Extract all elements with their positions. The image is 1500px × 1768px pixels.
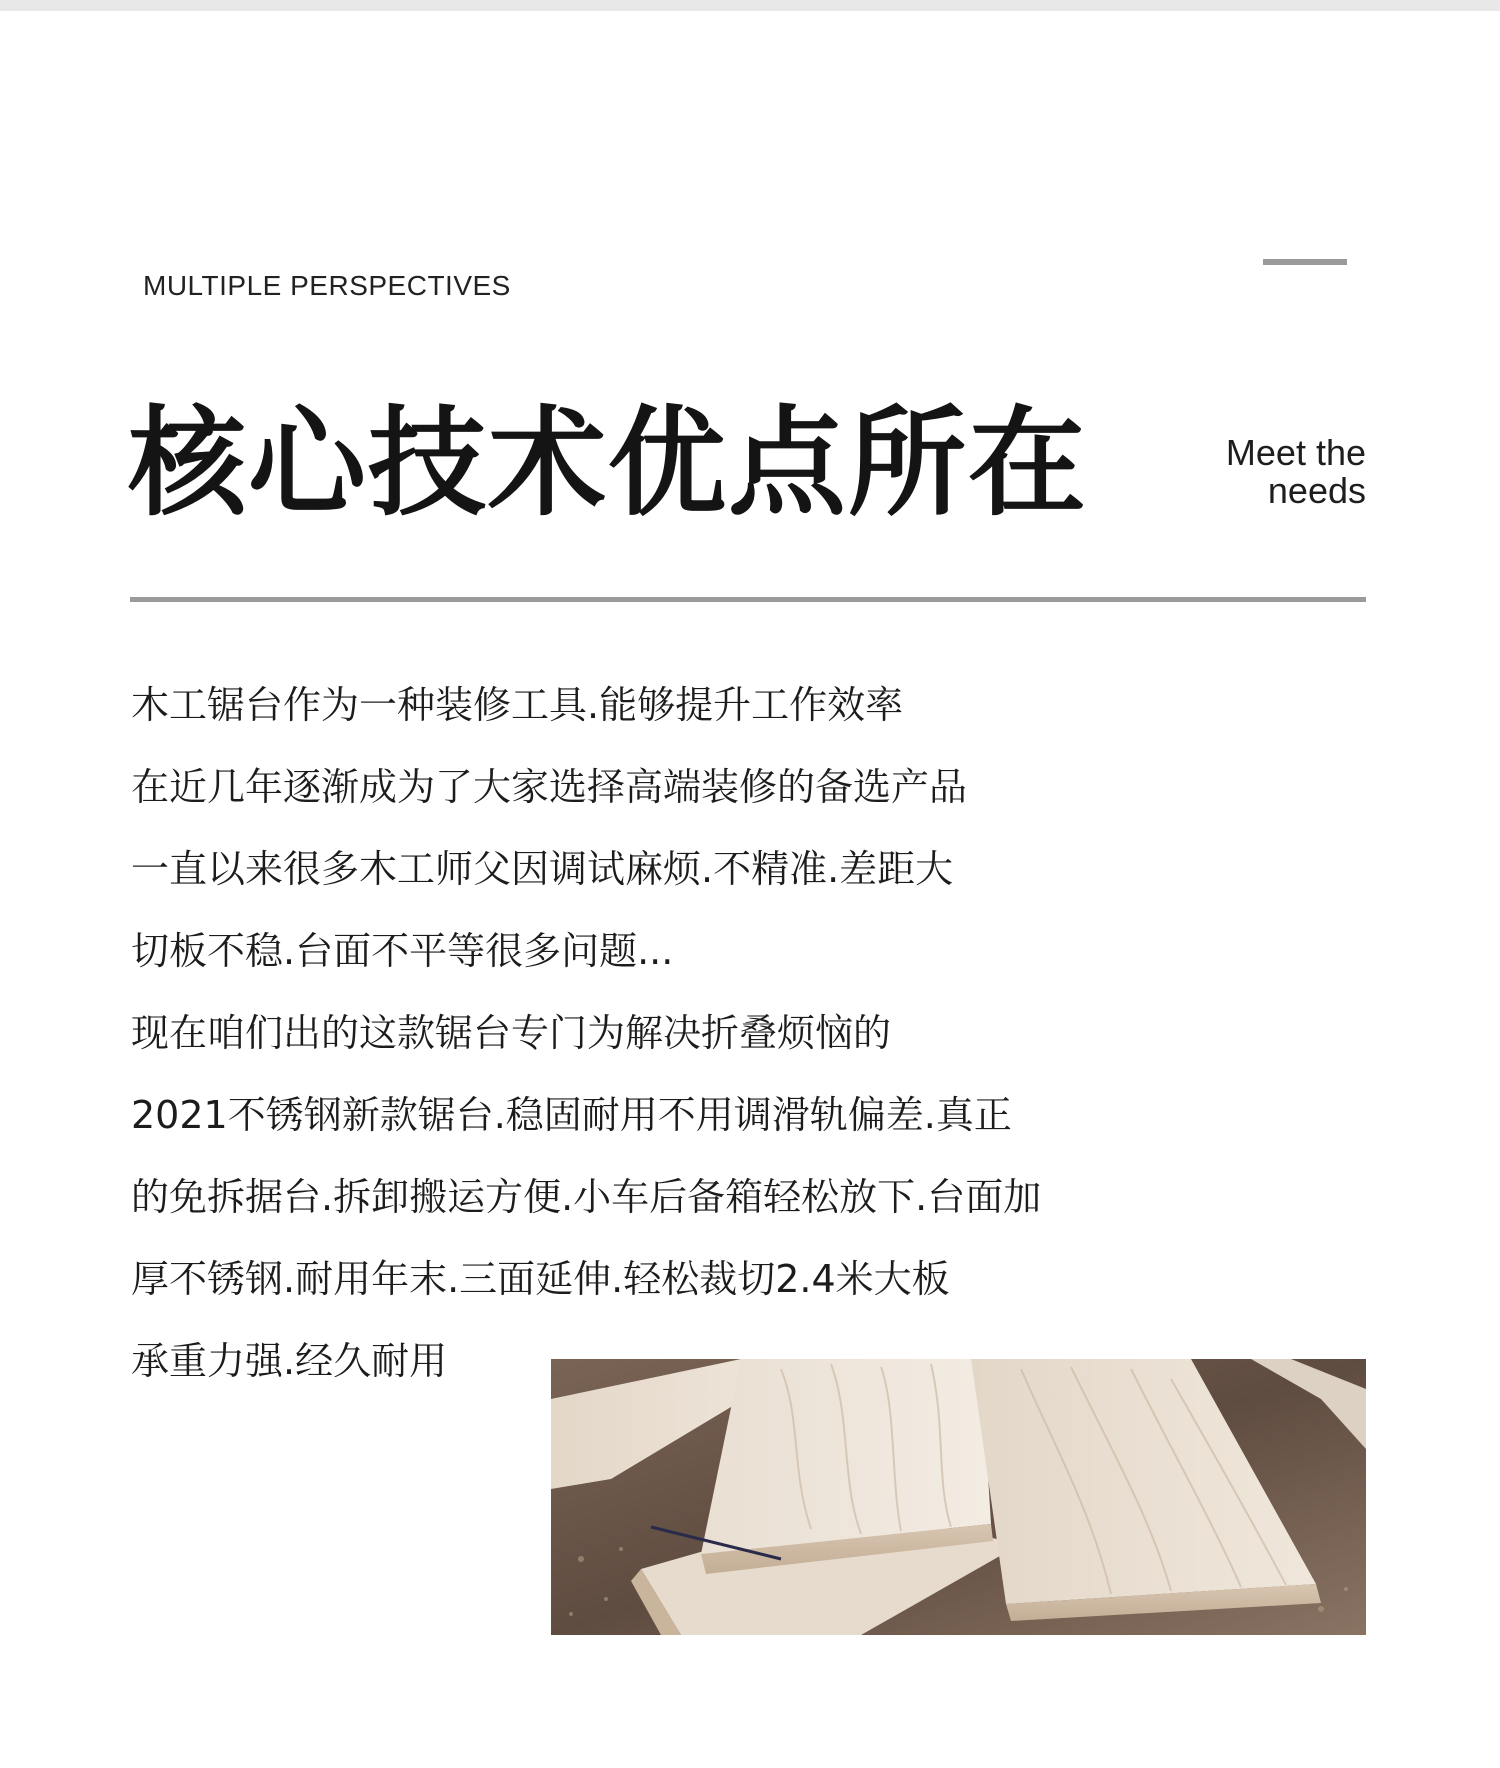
description-text (131, 678, 1041, 1416)
description-line: 承重力强.经久耐用 (131, 1339, 448, 1383)
short-divider (1263, 259, 1347, 265)
description-line: 切板不稳.台面不平等很多问题... (131, 929, 674, 973)
description-line: 现在咱们出的这款锯台专门为解决折叠烦恼的 (131, 1011, 892, 1055)
top-strip (0, 0, 1500, 11)
description-line: 在近几年逐渐成为了大家选择高端装修的备选产品 (131, 765, 968, 809)
side-note (1180, 434, 1366, 510)
description-line: 2021不锈钢新款锯台.稳固耐用不用调滑轨偏差.真正 (131, 1093, 1012, 1137)
description-line: 厚不锈钢.耐用年末.三面延伸.轻松裁切2.4米大板 (131, 1257, 950, 1301)
eyebrow-label: MULTIPLE PERSPECTIVES (143, 270, 511, 301)
side-note-line-1: Meet the (1225, 432, 1366, 473)
section-divider (130, 597, 1366, 602)
description-line: 的免拆据台.拆卸搬运方便.小车后备箱轻松放下.台面加 (131, 1175, 1042, 1219)
side-note-line-2: needs (1267, 470, 1366, 511)
description-line: 木工锯台作为一种装修工具.能够提升工作效率 (131, 683, 904, 727)
page-title: 核心技术优点所在 (128, 394, 1089, 532)
description-line: 一直以来很多木工师父因调试麻烦.不精准.差距大 (131, 847, 954, 891)
wood-boards-illustration (551, 1359, 1366, 1635)
wood-boards-photo (551, 1359, 1366, 1635)
